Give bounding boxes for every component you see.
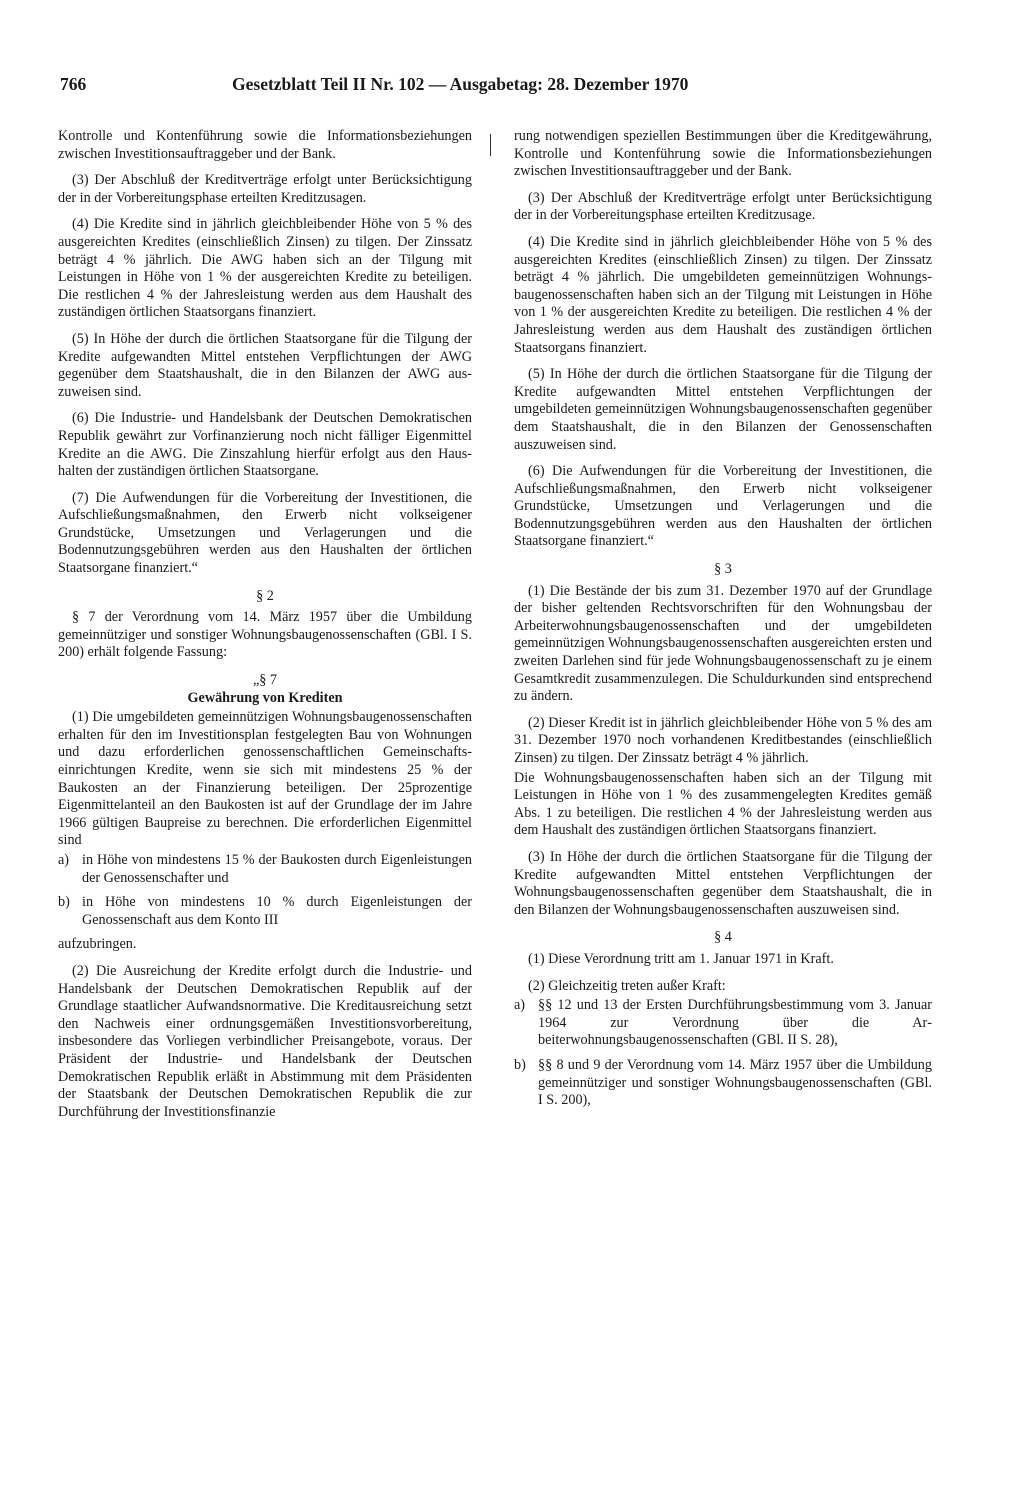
right-column	[514, 128, 932, 1117]
paragraph: § 7 der Verordnung vom 14. März 1957 über die Umbildung gemeinnütziger und sonstiger Wohnungsbaugenossenschaften (GBl. I S. 200) erhält folgende Fassung:	[58, 609, 472, 661]
paragraph: (4) Die Kredite sind in jährlich gleichbleibender Höhe von 5 % des ausgereichten Kredites (einschließlich Zinsen) zu tilgen. Der Zinssatz beträgt 4 % jährlich. Die AWG haben sich an der Tilgung mit Leistungen in Höhe von 1 % der ausgereichten Kredite zu beteiligen. Die restlichen 4 % der Jahresleistung werden aus dem Haushalt des zuständigen örtlichen Staatsorgans finanziert.	[58, 216, 472, 321]
paragraph: (5) In Höhe der durch die örtlichen Staatsorgane für die Tilgung der Kredite aufgewandten Mittel entstehen Verpflichtungen der AWG gegenüber dem Staatshaushalt, die in den Bilanzen der AWG auszuweisen sind.	[58, 330, 472, 400]
paragraph: (6) Die Aufwendungen für die Vorbereitung der Investitionen, die Aufschließungsmaßnahmen, den Erwerb nicht volkseigener Grundstücke, Umsetzungen und Verlagerungen und die Bodennutzungsgebühren werden aus den Haushalten der örtlichen Staatsorgane finanziert.“	[514, 463, 932, 550]
paragraph: (4) Die Kredite sind in jährlich gleichbleibender Höhe von 5 % des ausgereichten Kredites (einschließlich Zinsen) zu tilgen. Der Zinssatz beträgt 4 % jährlich. Die umgebildeten gemeinnützigen Wohnungsbaugenossenschaften haben sich an der Tilgung mit Leistungen in Höhe von 1 % der ausgereichten Kredite zu beteiligen. Die restlichen 4 % der Jahresleistung werden aus dem Haushalt des zuständigen örtlichen Staatsorgans finanziert.	[514, 233, 932, 356]
paragraph: (1) Diese Verordnung tritt am 1. Januar 1971 in Kraft.	[528, 950, 834, 967]
paragraph: (3) In Höhe der durch die örtlichen Staatsorgane für die Tilgung der Kredite aufgewandten Mittel entstehen Verpflichtungen der Wohnungsbaugenossenschaften gegenüber dem Staatshaushalt, die in den Bilanzen der Wohnungsbaugenossenschaften auszuweisen sind.	[514, 848, 932, 918]
paragraph: (7) Die Aufwendungen für die Vorbereitung der Investitionen, die Aufschließungsmaßnahmen, den Erwerb nicht volkseigener Grundstücke, Umsetzungen und Verlagerungen und die Bodennutzungsgebühren werden aus den Haushalten der örtlichen Staatsorgane finanziert.“	[58, 489, 472, 577]
paragraph: Kontrolle und Kontenführung sowie die Informationsbeziehungen zwischen Investitionsauftraggeber und der Bank.	[58, 128, 472, 162]
list-label: b)	[514, 1056, 526, 1073]
list-text: §§ 12 und 13 der Ersten Durchführungsbestimmung vom 3. Januar 1964 zur Verordnung über die Arbeiterwohnungsbaugenossenschaften (GBl. II S. 28),	[538, 997, 932, 1049]
list-text: in Höhe von mindestens 10 % durch Eigenleistungen der Genossenschaft aus dem Konto III	[82, 894, 472, 928]
paragraph: Die Wohnungsbaugenossenschaften haben sich an der Tilgung mit Leistungen in Höhe von 1 % des zusammengelegten Kredites gemäß Abs. 1 zu beteiligen. Die restlichen 4 % der Jahresleistung werden aus dem Haushalt des zuständigen örtlichen Staatsorgans finanziert.	[514, 769, 932, 839]
paragraph: (2) Dieser Kredit ist in jährlich gleichbleibender Höhe von 5 % des am 31. Dezember 1970 noch vorhandenen Kreditbestandes (einschließlich Zinsen) zu tilgen. Der Zinssatz beträgt 4 % jährlich.	[514, 714, 932, 766]
column-divider	[490, 134, 491, 156]
list-item	[58, 894, 472, 929]
list-item	[58, 852, 472, 887]
list-label: b)	[58, 894, 70, 911]
list-item	[514, 1057, 932, 1110]
section-title: Gewährung von Krediten	[187, 689, 343, 706]
paragraph: aufzubringen.	[58, 936, 137, 953]
paragraph: (3) Der Abschluß der Kreditverträge erfolgt unter Berücksichtigung der in der Vorbereitungsphase erteilten Kreditzusagen.	[58, 172, 472, 206]
paragraph: (1) Die umgebildeten gemeinnützigen Wohnungsbaugenossenschaften erhalten für den im Investitionsplan festgelegten Bau von Wohnungen und dazu erforderlichen genossenschaftlichen Gemeinschaftseinrichtungen Kredite, wenn sie sich mit mindestens 25 % der Baukosten an der Finanzierung beteiligen. Der 25prozentige Eigenmittelanteil an den Baukosten ist auf der Grundlage der im Jahre 1966 gültigen Baupreise zu berechnen. Die erforderlichen Eigenmittel sind	[58, 709, 472, 849]
list-item	[514, 997, 932, 1050]
section-heading: § 4	[714, 929, 732, 946]
section-heading: § 2	[256, 587, 274, 604]
paragraph: (2) Die Ausreichung der Kredite erfolgt durch die Industrie- und Handelsbank der Deutschen Demokratischen Republik auf der Grundlage staatlicher Aufwandsnormative. Die Kreditausreichung setzt den Nachweis einer ordnungsgemäßen Investitionsvorbereitung, insbesondere das Vorliegen verbindlicher Preisangebote, voraus. Der Präsident der Industrie- und Handelsbank der Deutschen Demokratischen Republik erläßt in Abstimmung mit dem Präsidenten der Staatsbank der Deutschen Demokratischen Republik die zur Durchführung der Investitionsfinanzie	[58, 962, 472, 1120]
page-number: 766	[60, 74, 87, 94]
page-header	[60, 74, 760, 104]
list-text: §§ 8 und 9 der Verordnung vom 14. März 1957 über die Umbildung gemeinnütziger und sonstiger Wohnungsbaugenossenschaften (GBl. I S. 200),	[538, 1056, 932, 1109]
paragraph: (5) In Höhe der durch die örtlichen Staatsorgane für die Tilgung der Kredite aufgewandten Mittel entstehen Verpflichtungen der umgebildeten gemeinnützigen Wohnungsbaugenossenschaften gegenüber dem Staatshaushalt, die in den Bilanzen der Genossenschaften auszuweisen sind.	[514, 366, 932, 453]
list-label: a)	[514, 997, 526, 1014]
section-heading: § 3	[714, 561, 732, 578]
left-column	[58, 128, 472, 1130]
paragraph: rung notwendigen speziellen Bestimmungen über die Kreditgewährung, Kontrolle und Kontenführung sowie die Informationsbeziehungen zwischen Investitionsauftraggeber und der Bank.	[514, 128, 932, 180]
list-text: in Höhe von mindestens 15 % der Baukosten durch Eigenleistungen der Genossenschafter und	[82, 851, 472, 886]
paragraph: (6) Die Industrie- und Handelsbank der Deutschen Demokratischen Republik gewährt zur Vorfinanzierung noch nicht fälliger Eigenmittel Kredite an die AWG. Die Zinszahlung hierfür erfolgt aus den Haushalten der zuständigen örtlichen Staatsorgane.	[58, 410, 472, 480]
section-heading: „§ 7	[252, 672, 278, 689]
running-head: Gesetzblatt Teil II Nr. 102 — Ausgabetag: 28. Dezember 1970	[232, 74, 689, 94]
paragraph: (3) Der Abschluß der Kreditverträge erfolgt unter Berücksichtigung der in der Vorbereitungsphase erteilten Kreditzusage.	[514, 189, 932, 224]
paragraph: (1) Die Bestände der bis zum 31. Dezember 1970 auf der Grundlage der bisher geltenden Rechtsvorschriften für den Wohnungsbau der Arbeiterwohnungsbaugenossenschaften und der umgebildeten gemeinnützigen Wohnungsbaugenossenschaften ausgereichten ersten und zweiten Darlehen sind für jede Wohnungsbaugenossenschaft zu je einem Gesamtkredit zusammenzulegen. Die Schuldurkunden sind entsprechend zu ändern.	[514, 582, 932, 705]
paragraph: (2) Gleichzeitig treten außer Kraft:	[528, 977, 726, 994]
list-label: a)	[58, 851, 70, 868]
